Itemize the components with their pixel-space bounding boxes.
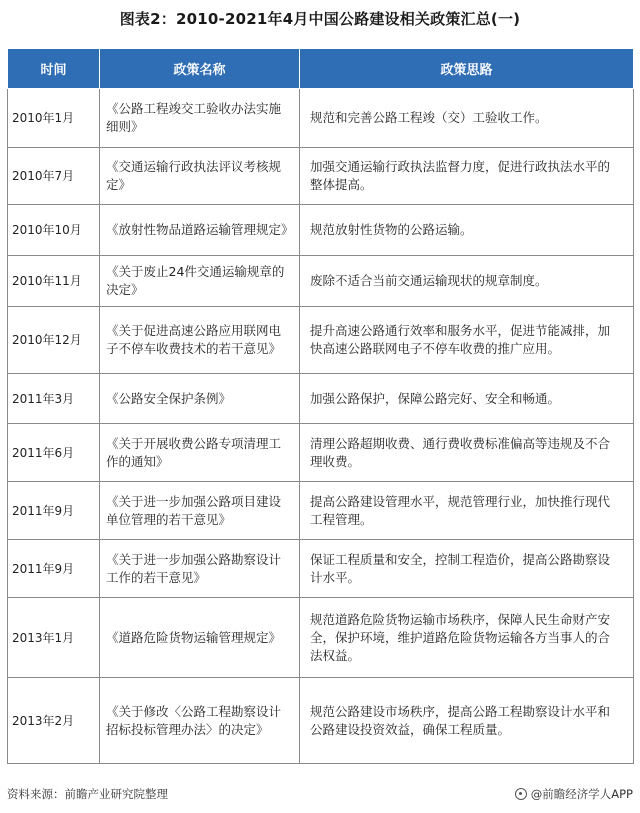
cell-policy-idea: 规范道路危险货物运输市场秩序，保障人民生命财产安全，保护环境，维护道路危险货物运输各方当事人的合法权益。 <box>300 598 634 678</box>
table-row <box>8 256 634 307</box>
cell-time: 2013年1月 <box>8 598 100 678</box>
cell-time: 2010年1月 <box>8 89 100 148</box>
cell-policy-name: 《关于废止24件交通运输规章的决定》 <box>100 256 300 307</box>
brand-logo-icon <box>515 788 527 800</box>
cell-policy-idea: 加强公路保护，保障公路完好、安全和畅通。 <box>300 374 634 424</box>
cell-time: 2011年6月 <box>8 424 100 482</box>
cell-policy-idea: 保证工程质量和安全，控制工程造价，提高公路勘察设计水平。 <box>300 540 634 598</box>
cell-time: 2011年3月 <box>8 374 100 424</box>
column-header-time: 时间 <box>8 49 100 89</box>
cell-time: 2011年9月 <box>8 482 100 540</box>
brand-label: @前瞻经济学人APP <box>530 787 633 801</box>
table-row <box>8 307 634 374</box>
table-row <box>8 205 634 256</box>
table-row <box>8 374 634 424</box>
column-header-policy-idea: 政策思路 <box>300 49 634 89</box>
cell-policy-name: 《公路安全保护条例》 <box>100 374 300 424</box>
table-row <box>8 89 634 148</box>
footer <box>7 786 633 802</box>
brand-credit <box>515 786 633 802</box>
cell-policy-name: 《放射性物品道路运输管理规定》 <box>100 205 300 256</box>
cell-time: 2010年11月 <box>8 256 100 307</box>
cell-policy-idea: 规范公路建设市场秩序，提高公路工程勘察设计水平和公路建设投资效益，确保工程质量。 <box>300 678 634 764</box>
policy-table <box>7 48 634 764</box>
cell-policy-idea: 废除不适合当前交通运输现状的规章制度。 <box>300 256 634 307</box>
source-note: 资料来源：前瞻产业研究院整理 <box>7 787 168 801</box>
figure-title: 图表2：2010-2021年4月中国公路建设相关政策汇总(一) <box>119 10 521 28</box>
cell-policy-name: 《关于促进高速公路应用联网电子不停车收费技术的若干意见》 <box>100 307 300 374</box>
cell-policy-idea: 规范放射性货物的公路运输。 <box>300 205 634 256</box>
cell-time: 2013年2月 <box>8 678 100 764</box>
table-row <box>8 148 634 205</box>
cell-time: 2011年9月 <box>8 540 100 598</box>
cell-policy-idea: 提升高速公路通行效率和服务水平，促进节能减排，加快高速公路联网电子不停车收费的推广应用。 <box>300 307 634 374</box>
cell-policy-idea: 规范和完善公路工程竣（交）工验收工作。 <box>300 89 634 148</box>
cell-policy-name: 《公路工程竣交工验收办法实施细则》 <box>100 89 300 148</box>
cell-policy-idea: 提高公路建设管理水平，规范管理行业，加快推行现代工程管理。 <box>300 482 634 540</box>
cell-time: 2010年10月 <box>8 205 100 256</box>
cell-policy-name: 《交通运输行政执法评议考核规定》 <box>100 148 300 205</box>
column-header-policy-name: 政策名称 <box>100 49 300 89</box>
table-row <box>8 482 634 540</box>
table-row <box>8 598 634 678</box>
table-header-row <box>8 49 634 89</box>
table-row <box>8 424 634 482</box>
cell-policy-name: 《道路危险货物运输管理规定》 <box>100 598 300 678</box>
cell-policy-idea: 清理公路超期收费、通行费收费标准偏高等违规及不合理收费。 <box>300 424 634 482</box>
cell-policy-name: 《关于开展收费公路专项清理工作的通知》 <box>100 424 300 482</box>
cell-policy-name: 《关于修改〈公路工程勘察设计招标投标管理办法〉的决定》 <box>100 678 300 764</box>
cell-policy-name: 《关于进一步加强公路项目建设单位管理的若干意见》 <box>100 482 300 540</box>
table-row <box>8 540 634 598</box>
cell-policy-name: 《关于进一步加强公路勘察设计工作的若干意见》 <box>100 540 300 598</box>
cell-time: 2010年7月 <box>8 148 100 205</box>
cell-time: 2010年12月 <box>8 307 100 374</box>
cell-policy-idea: 加强交通运输行政执法监督力度，促进行政执法水平的整体提高。 <box>300 148 634 205</box>
table-row <box>8 678 634 764</box>
